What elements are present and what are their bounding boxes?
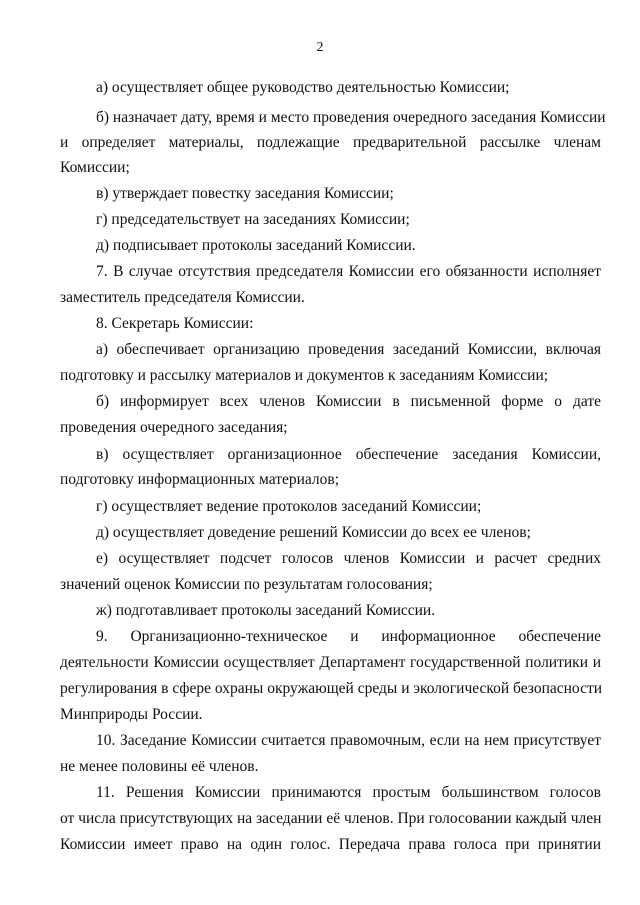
text-line: в) утверждает повестку заседания Комиссии; <box>96 185 394 202</box>
text-line: значений оценок Комиссии по результатам голосования; <box>60 576 433 593</box>
text-line: проведения очередного заседания; <box>60 419 288 436</box>
text-line: д) подписывает протоколы заседаний Комиссии. <box>96 237 416 254</box>
text-line: в) осуществляет организационное обеспечение заседания Комиссии, <box>96 446 601 463</box>
text-line: и определяет материалы, подлежащие предварительной рассылке членам <box>60 134 601 151</box>
text-line: е) осуществляет подсчет голосов членов Комиссии и расчет средних <box>96 550 601 567</box>
text-line: подготовку и рассылку материалов и документов к заседаниям Комиссии; <box>60 367 549 384</box>
text-line: Минприроды России. <box>60 706 203 723</box>
text-line: д) осуществляет доведение решений Комиссии до всех ее членов; <box>96 524 531 541</box>
text-line: 9. Организационно-техническое и информационное обеспечение <box>96 628 601 645</box>
text-line: 8. Секретарь Комиссии: <box>96 315 254 332</box>
text-line: 11. Решения Комиссии принимаются простым большинством голосов <box>96 784 601 801</box>
text-line: заместитель председателя Комиссии. <box>60 289 305 306</box>
text-line: от числа присутствующих на заседании её членов. При голосовании каждый член <box>60 810 602 827</box>
text-line: Комиссии имеет право на один голос. Передача права голоса при принятии <box>60 836 601 853</box>
text-line: б) информирует всех членов Комиссии в письменной форме о дате <box>96 393 601 410</box>
text-line: б) назначает дату, время и место проведения очередного заседания Комиссии <box>96 109 606 126</box>
text-line: а) осуществляет общее руководство деятельностью Комиссии; <box>96 79 510 96</box>
text-line: регулирования в сфере охраны окружающей среды и экологической безопасности <box>60 680 603 697</box>
text-line: а) обеспечивает организацию проведения заседаний Комиссии, включая <box>96 341 601 358</box>
text-line: 10. Заседание Комиссии считается правомочным, если на нем присутствует <box>96 732 601 749</box>
text-line: деятельности Комиссии осуществляет Департамент государственной политики и <box>60 654 601 671</box>
text-line: Комиссии; <box>60 159 130 176</box>
text-line: подготовку информационных материалов; <box>60 471 340 488</box>
page-number: 2 <box>316 40 324 55</box>
text-line: г) председательствует на заседаниях Комиссии; <box>96 211 410 228</box>
text-line: ж) подготавливает протоколы заседаний Комиссии. <box>96 602 436 619</box>
text-line: не менее половины её членов. <box>60 758 259 775</box>
text-line: г) осуществляет ведение протоколов заседаний Комиссии; <box>96 498 482 515</box>
text-line: 7. В случае отсутствия председателя Комиссии его обязанности исполняет <box>96 263 601 280</box>
